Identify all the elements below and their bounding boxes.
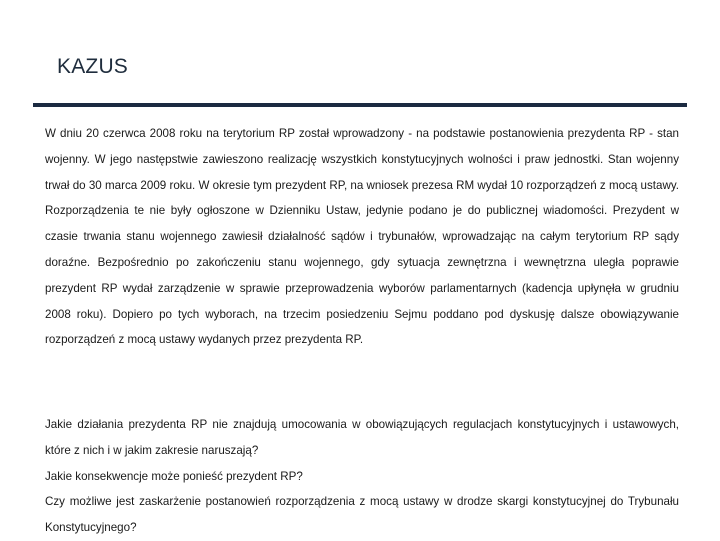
case-paragraph: W dniu 20 czerwca 2008 roku na terytorium RP został wprowadzony - na podstawie postanowienia prezydenta RP - stan wojenny. W jego następstwie zawieszono realizację wszystkich konstytucyjnych wolności i praw jednostki. Stan wojenny trwał do 30 marca 2009 roku. W okresie tym prezydent RP, na wniosek prezesa RM wydał 10 rozporządzeń z mocą ustawy. Rozporządzenia te nie były ogłoszone w Dzienniku Ustaw, jedynie podano je do publicznej wiadomości. Prezydent w czasie trwania stanu wojennego zawiesił działalność sądów i trybunałów, wprowadzając na całym terytorium RP sądy doraźne. Bezpośrednio po zakończeniu stanu wojennego, gdy sytuacja zewnętrzna i wewnętrzna uległa poprawie prezydent RP wydał zarządzenie w sprawie przeprowadzenia wyborów parlamentarnych (kadencja upłynęła w grudniu 2008 roku). Dopiero po tych wyborach, na trzecim posiedzeniu Sejmu poddano pod dyskusję dalsze obowiązywanie rozporządzeń z mocą ustawy wydanych przez prezydenta RP. <box>45 127 679 347</box>
slide-title: KAZUS <box>57 55 129 78</box>
question-2: Jakie konsekwencje może ponieść prezydent RP? <box>45 469 303 483</box>
question-1: Jakie działania prezydenta RP nie znajdują umocowania w obowiązujących regulacjach konstytucyjnych i ustawowych, które z nich i w jakim zakresie naruszają? <box>45 418 679 457</box>
questions-list <box>45 412 679 541</box>
title-divider <box>33 103 687 107</box>
question-3: Czy możliwe jest zaskarżenie postanowień rozporządzenia z mocą ustawy w drodze skargi konstytucyjnej do Trybunału Konstytucyjnego? <box>45 495 679 535</box>
